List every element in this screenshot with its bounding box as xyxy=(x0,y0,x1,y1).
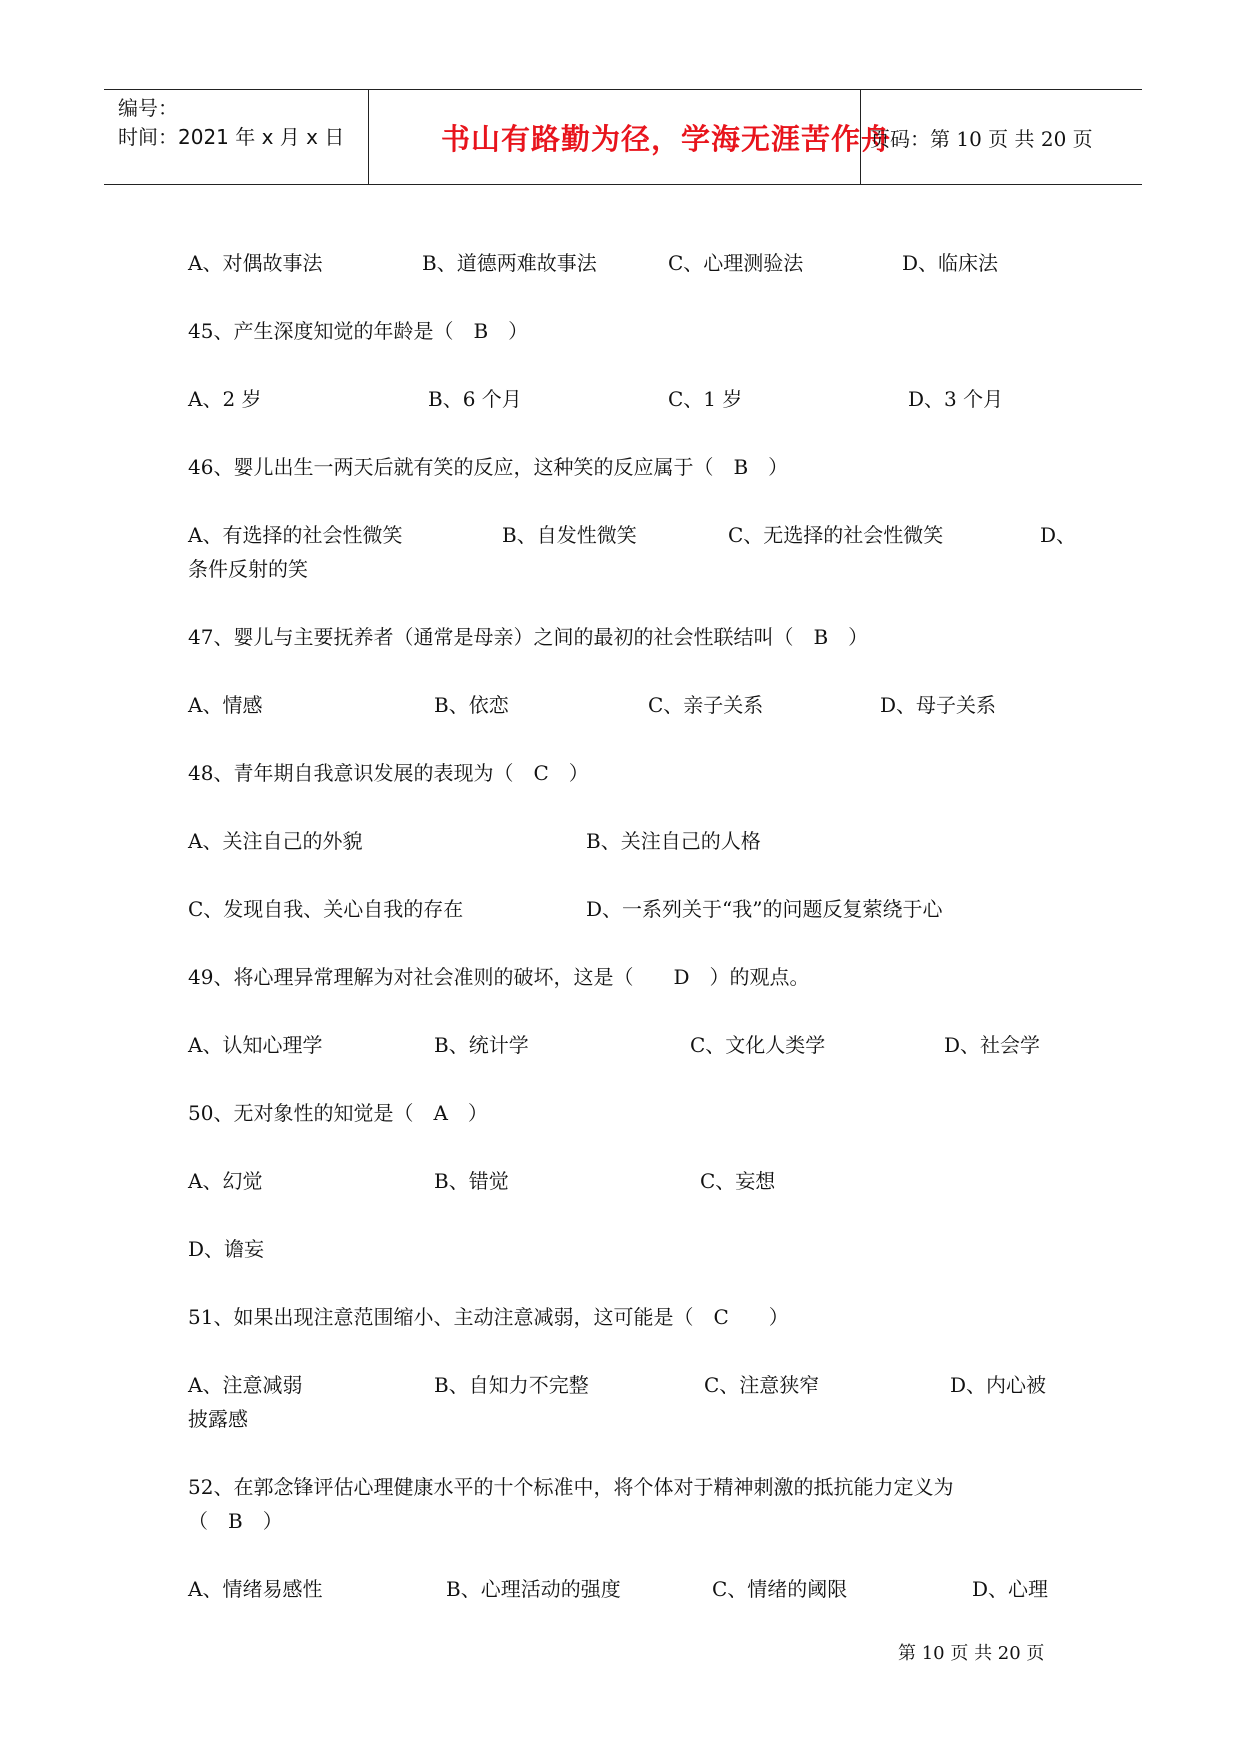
text-line-20: （ B ） xyxy=(188,1509,283,1533)
text-line-8: 48、青年期自我意识发展的表现为（ C ） xyxy=(188,761,589,785)
option-14-1: B、错觉 xyxy=(434,1169,509,1193)
text-line-11: 49、将心理异常理解为对社会准则的破坏，这是（ D ）的观点。 xyxy=(188,965,810,989)
option-10-1: D、一系列关于“我”的问题反复萦绕于心 xyxy=(586,897,943,921)
option-21-3: D、心理 xyxy=(972,1577,1049,1601)
text-line-12: A、认知心理学 xyxy=(188,1033,323,1057)
text-line-7: A、情感 xyxy=(188,693,263,717)
option-17-2: C、注意狭窄 xyxy=(704,1373,820,1397)
text-line-9: A、关注自己的外貌 xyxy=(188,829,363,853)
option-21-1: B、心理活动的强度 xyxy=(446,1577,621,1601)
option-4-2: C、无选择的社会性微笑 xyxy=(728,523,944,547)
option-7-3: D、母子关系 xyxy=(880,693,997,717)
text-line-1: 45、产生深度知觉的年龄是（ B ） xyxy=(188,319,529,343)
option-0-1: B、道德两难故事法 xyxy=(422,251,597,275)
text-line-14: A、幻觉 xyxy=(188,1169,263,1193)
option-7-1: B、依恋 xyxy=(434,693,509,717)
option-2-2: C、1 岁 xyxy=(668,387,743,411)
text-line-18: 披露感 xyxy=(188,1407,248,1431)
option-17-1: B、自知力不完整 xyxy=(434,1373,589,1397)
document-number-label: 编号： xyxy=(118,96,178,120)
option-0-3: D、临床法 xyxy=(902,251,999,275)
text-line-15: D、谵妄 xyxy=(188,1237,265,1261)
text-line-17: A、注意减弱 xyxy=(188,1373,303,1397)
text-line-3: 46、婴儿出生一两天后就有笑的反应，这种笑的反应属于（ B ） xyxy=(188,455,789,479)
header-divider-right xyxy=(860,90,861,184)
text-line-19: 52、在郭念锋评估心理健康水平的十个标准中，将个体对于精神刺激的抵抗能力定义为 xyxy=(188,1475,954,1499)
page-header xyxy=(104,89,1142,185)
option-0-2: C、心理测验法 xyxy=(668,251,804,275)
option-2-3: D、3 个月 xyxy=(908,387,1004,411)
option-17-3: D、内心被 xyxy=(950,1373,1047,1397)
text-line-13: 50、无对象性的知觉是（ A ） xyxy=(188,1101,488,1125)
text-line-21: A、情绪易感性 xyxy=(188,1577,323,1601)
text-line-0: A、对偶故事法 xyxy=(188,251,323,275)
text-line-4: A、有选择的社会性微笑 xyxy=(188,523,403,547)
header-page-info: 页码：第 10 页 共 20 页 xyxy=(870,126,1093,151)
option-21-2: C、情绪的阈限 xyxy=(712,1577,848,1601)
page-footer: 第 10 页 共 20 页 xyxy=(898,1643,1045,1664)
option-7-2: C、亲子关系 xyxy=(648,693,764,717)
option-2-1: B、6 个月 xyxy=(428,387,522,411)
document-time-label: 时间：2021 年 x 月 x 日 xyxy=(118,125,345,149)
text-line-6: 47、婴儿与主要抚养者（通常是母亲）之间的最初的社会性联结叫（ B ） xyxy=(188,625,869,649)
option-9-1: B、关注自己的人格 xyxy=(586,829,761,853)
option-12-2: C、文化人类学 xyxy=(690,1033,826,1057)
text-line-5: 条件反射的笑 xyxy=(188,557,308,581)
option-4-3: D、 xyxy=(1040,523,1077,547)
option-4-1: B、自发性微笑 xyxy=(502,523,637,547)
header-motto: 书山有路勤为径，学海无涯苦作舟 xyxy=(440,121,891,156)
text-line-2: A、2 岁 xyxy=(188,387,262,411)
text-line-16: 51、如果出现注意范围缩小、主动注意减弱，这可能是（ C ） xyxy=(188,1305,789,1329)
option-14-2: C、妄想 xyxy=(700,1169,776,1193)
option-12-3: D、社会学 xyxy=(944,1033,1041,1057)
text-line-10: C、发现自我、关心自我的存在 xyxy=(188,897,464,921)
option-12-1: B、统计学 xyxy=(434,1033,529,1057)
header-meta xyxy=(118,94,344,152)
